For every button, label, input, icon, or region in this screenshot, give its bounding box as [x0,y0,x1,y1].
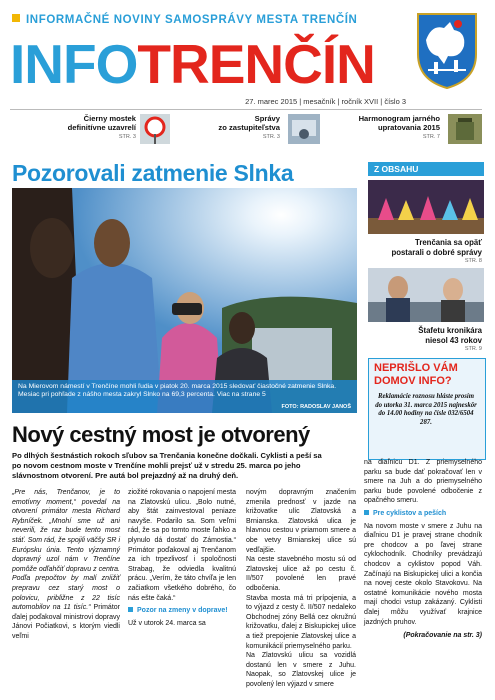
header-divider [10,109,482,110]
photo-caption: Na Mierovom námestí v Trenčíne mohli ľudia v piatok 20. marca 2015 sledovať čiastočné zatmenie Slnka. Mesiac pri pohľade z nášho mesta zakryl Slnko na 69,3 percenta. Viac na strane 5 FOTO: RADOSLAV JANOŠ [12,380,357,413]
delivery-notice-title: NEPRIŠLO VÁM DOMOV INFO? [374,362,458,387]
tagline-marker [12,14,20,22]
teaser-zastupitelstvo[interactable]: Správy zo zastupiteľstva STR. 3 [218,114,280,140]
contents-image-dancers [368,180,484,234]
continued-link[interactable]: (Pokračovanie na str. 3) [403,632,482,640]
article-column-4: na diaľnicu D1. Z priemyselného parku sa bude dať pokračovať len v smere na Juh a do priemyselného parku bude povolené odbočenie z opačného smeru. Pre cyklistov a peších Na novom moste v smere z Juhu na diaľnicu D1 je pravej strane chodník pre chodcov a po ľavej strane cyklochodník. Chodníky prevádzajú chodcov a cyklistov popod Váh. Začínajú na Biskupickej ulici a končia na novej ceste okolo Stavokovu. Na ostatné komunikácie nového mosta mají chodci vstup zakázaný. Cyklisti ďalej môžu využívať krajnice jazdných pruhov. (Pokračovanie na str. 3) [364,459,482,640]
contents-image-chronicler [368,268,484,322]
delivery-notice-text: Reklamácie roznosu hláste prosím do utorka 31. marca 2015 najneskôr do 14.00 hodiny na čísle 032/6504 287. [375,393,477,426]
teaser-image-cleanup [448,114,482,144]
issue-info: 27. marec 2015 | mesačník | ročník XVII | číslo 3 [245,97,406,106]
contents-item-trencania[interactable]: Trenčania sa opäť postarali o dobré správy [391,238,482,257]
city-coat-of-arms-icon [414,10,480,90]
contents-heading: Z OBSAHU [368,162,484,176]
article-column-2: ziožité rokovania o napojení mesta na Zlatovskú ulicu. „Bolo nutné, aby štát zainvestoval peniaze navyše. Podarilo sa. Som veľmi rád, že sa po tomto moste ľahko a plynulo dá dostať do Zámostia.“ Primátor poďakoval aj Trenčanom za ich trpezlivosť i spoločnosti Strabag, že odviedla kvalitnú prácu. „Verím, že táto chvíľa je len začiatkom všetkého dobrého, čo nás ešte čaká.“ Pozor na zmeny v doprave! Už v utorok 24. marca sa [128,489,236,627]
teaser-image-road-sign [140,114,170,144]
contents-item-page: STR. 8 [464,258,482,264]
contents-item-page: STR. 9 [464,346,482,352]
teaser-upratovanie[interactable]: Harmonogram jarného upratovania 2015 STR. 7 [358,114,440,140]
contents-item-stafeta[interactable]: Štafetu kronikára niesol 43 rokov [418,326,482,345]
masthead-tagline: INFORMAČNÉ NOVINY SAMOSPRÁVY MESTA TRENČÍN [12,14,357,26]
article-column-1: „Pre nás, Trenčanov, je to emotívny moment,“ povedal na otvorení primátor mesta Richard Rybníček. „Mnohí sme už ani neverili, že raz bude tento most stáť. Som rád, že spojili väčšy SR i Európsku únia. Tento významný dopravný uzol nám v Trenčíne pomôže odľahčiť dopravu z centra. Podľa prepočtov by malí zníižiť prepravu cez starý most o polovicu, približne z 22 tisíc automobilov na 11 tisíc.“ Primátor ďalej poďakoval ministrovi dopravy Jánovi Počiatkovi, s ktorým viedli veľmi [12,489,120,640]
bridge-headline: Nový cestný most je otvorený [12,422,310,447]
masthead-logo: INFOTRENČÍN [10,33,375,95]
photo-credit: FOTO: RADOSLAV JANOŠ [281,403,351,410]
bridge-lead: Po dlhých šestnástich rokoch sľubov sa Trenčania konečne dočkali. Cyklisti a peší sa po novom cestnom moste v Trenčíne mohli prejsť už v stredu 25. marca po jeho slávnostnom otvorení. Pre autá bol prejazdný až na druhý deň. [12,451,322,480]
subheading-cyklisti: Pre cyklistov a peších [364,509,482,519]
teaser-cierny-mostek[interactable]: Čierny mostek definitívne uzavrelí STR. 3 [67,114,136,140]
teaser-image-council [288,114,320,144]
main-headline: Pozorovali zatmenie Slnka [12,160,294,186]
subheading-doprava: Pozor na zmeny v doprave! [128,606,236,616]
article-column-3: novým dopravným značením zmenila prednosť v jazde na križovatke ulíc Zlatovská a Brnianska. Zlatovská ulica je hlavnou cestou v priamom smere a obe vetvy Brnianskej ulice sú vedľajšie. Na ceste stavebného mostu sú od Zlatovskej ulice až po cestu č. II/507 povolené len pravé odbočenia. Stavba mosta má tri prípojenia, a to výjazd z cesty č. II/507 nedaleko Obchodnej zóny Bellá cez okružnú križovatku, ďalej z Biskupickej ulice a tiež prepojenie Zlatovskej ulice a komunikácií priemyselného parku. Na Zlatovskú ulicu sa vozidlá dostanú len v smere z Juhu. Naopak, so Zlatovskej ulice je povolený len výjazd v smere [246,489,356,688]
